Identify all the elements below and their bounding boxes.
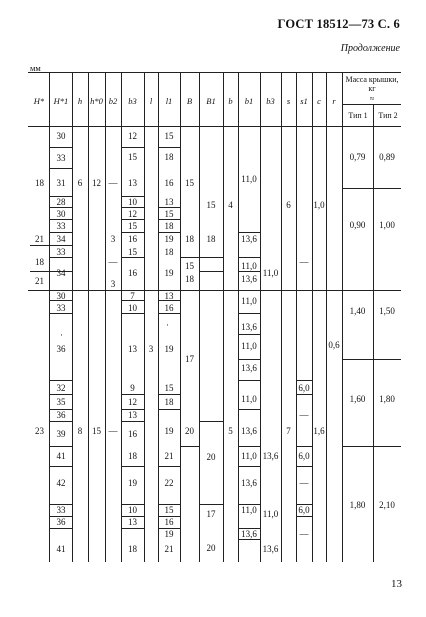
table-header-rule <box>28 126 401 127</box>
dot-mark: · <box>60 330 63 340</box>
row-rule <box>121 394 144 395</box>
cell-b1: 13,6 <box>241 478 257 488</box>
cell-B1: 15 <box>206 200 216 210</box>
cell-l1: 19 <box>164 426 174 436</box>
row-rule <box>121 466 144 467</box>
row-rule <box>180 257 223 258</box>
col-header-h0: h*0 <box>90 96 103 106</box>
cell-b1: 13,6 <box>241 234 257 244</box>
cell-b3: 9 <box>130 383 135 393</box>
col-divider <box>223 72 224 562</box>
cell-H1: 30 <box>56 131 66 141</box>
cell-b3: 12 <box>128 397 137 407</box>
col-divider <box>281 72 282 562</box>
col-header-l: l <box>149 96 153 106</box>
row-rule <box>50 528 72 529</box>
cell-l1: 21 <box>164 451 174 461</box>
cell-H1: 28 <box>56 197 66 207</box>
row-rule <box>50 257 72 258</box>
cell-B1: 15 <box>185 261 194 271</box>
row-rule <box>50 207 72 208</box>
cell-b2: — <box>108 178 118 188</box>
cell-l1: 19 <box>164 234 174 244</box>
row-rule <box>342 359 401 360</box>
cell-b1: 11,0 <box>241 451 257 461</box>
row-rule <box>158 147 180 148</box>
col-header-c: c <box>317 96 321 106</box>
cell-b2: 3 <box>110 279 116 289</box>
cell-H1: 33 <box>56 303 66 313</box>
cell-B: 15 <box>185 178 194 188</box>
col-header-b3: b3 <box>128 96 137 106</box>
cell-b3: 12 <box>128 131 137 141</box>
cell-b2: — <box>108 257 118 267</box>
col-divider <box>296 72 297 562</box>
cell-s1: — <box>299 529 309 539</box>
row-rule <box>238 313 260 314</box>
col-header-l1: l1 <box>165 96 173 106</box>
row-rule <box>50 421 72 422</box>
col-header-b2: b2 <box>108 96 118 106</box>
cell-H1: 33 <box>56 221 66 231</box>
cell-H1: 30 <box>56 291 66 301</box>
row-rule <box>296 516 312 517</box>
row-rule <box>238 409 260 410</box>
row-rule <box>158 232 180 233</box>
row-rule <box>50 232 72 233</box>
row-rule <box>121 257 144 258</box>
col-header-h: h <box>77 96 83 106</box>
cell-b3: 19 <box>128 478 137 488</box>
cell-mass-type1: 1,40 <box>349 306 366 316</box>
cell-l1: 15 <box>164 131 174 141</box>
row-rule <box>238 466 260 467</box>
cell-c: 1,0 <box>313 200 325 210</box>
cell-H1: 31 <box>56 178 66 188</box>
cell-c: 1,6 <box>313 426 325 436</box>
col-divider <box>260 72 261 562</box>
cell-b1: 13,6 <box>241 363 257 373</box>
cell-b1: 13,6 <box>241 426 257 436</box>
cell-l1: 19 <box>164 344 174 354</box>
col-divider <box>312 72 313 562</box>
cell-mass-type1: 1,80 <box>349 500 366 510</box>
cell-b3: 10 <box>128 505 137 515</box>
row-rule <box>50 219 72 220</box>
row-rule <box>50 380 72 381</box>
col-header-s: s <box>286 96 291 106</box>
cell-h: 8 <box>77 426 83 436</box>
row-rule <box>50 466 72 467</box>
mass-subheader-rule <box>342 104 401 105</box>
row-rule <box>50 394 72 395</box>
cell-H1: 36 <box>56 344 66 354</box>
cell-b3: 16 <box>128 268 137 278</box>
document-title: ГОСТ 18512—73 С. 6 <box>277 17 400 31</box>
row-rule <box>238 271 260 272</box>
cell-H1: 42 <box>56 478 66 488</box>
row-rule <box>199 271 223 272</box>
cell-mass-type1: 1,60 <box>349 394 366 404</box>
cell-h: 6 <box>77 178 83 188</box>
cell-s1: — <box>299 478 309 488</box>
cell-l1: 15 <box>164 505 174 515</box>
col-header-b: b <box>228 96 233 106</box>
cell-s: 7 <box>286 426 291 436</box>
cell-H: 18 <box>35 257 44 267</box>
cell-r: 0,6 <box>328 340 340 350</box>
cell-b2: 3 <box>110 234 116 244</box>
cell-l1: 16 <box>164 303 174 313</box>
cell-b3: 18 <box>128 451 137 461</box>
dot-mark: · <box>166 320 169 330</box>
cell-b3: 13 <box>128 410 137 420</box>
cell-H1: 39 <box>56 429 66 439</box>
row-rule <box>30 245 72 246</box>
col-divider <box>199 72 200 562</box>
row-rule <box>296 380 312 381</box>
table-top-rule <box>28 72 401 73</box>
col-header-B1: B1 <box>206 96 216 106</box>
row-rule <box>121 528 144 529</box>
cell-b3: 10 <box>128 303 137 313</box>
col-divider <box>144 72 145 562</box>
row-rule <box>296 446 312 447</box>
cell-H1: 33 <box>56 247 66 257</box>
cell-l1: 15 <box>164 209 174 219</box>
cell-b3-second: 13,6 <box>262 451 279 461</box>
cell-H1: 41 <box>56 544 66 554</box>
col-divider <box>49 72 50 562</box>
row-rule <box>238 257 260 258</box>
row-rule <box>158 313 180 314</box>
row-rule <box>158 466 180 467</box>
cell-b1: 11,0 <box>241 296 257 306</box>
cell-l1: 18 <box>164 247 174 257</box>
cell-b1: 11,0 <box>241 261 257 271</box>
cell-mass-type2: 1,50 <box>379 306 395 316</box>
row-rule <box>158 219 180 220</box>
cell-b3: 13 <box>128 178 137 188</box>
cell-b3: 13 <box>128 517 137 527</box>
row-rule <box>28 290 401 291</box>
cell-s: 6 <box>286 200 291 210</box>
row-rule <box>121 421 144 422</box>
cell-b3: 15 <box>128 247 137 257</box>
row-rule <box>238 334 260 335</box>
cell-b3: 16 <box>128 234 137 244</box>
cell-H1: 33 <box>56 505 66 515</box>
row-rule <box>342 446 401 447</box>
cell-mass-type1: 0,79 <box>349 152 366 162</box>
col-divider <box>373 104 374 562</box>
cell-h0: 12 <box>92 178 101 188</box>
cell-b3: 15 <box>128 221 137 231</box>
cell-b3-second: 13,6 <box>262 544 279 554</box>
cell-l1: 18 <box>164 152 174 162</box>
row-rule <box>158 394 180 395</box>
cell-mass-type1: 0,90 <box>349 220 366 230</box>
row-rule <box>238 380 260 381</box>
cell-B: 17 <box>185 354 194 364</box>
cell-H: 23 <box>35 426 44 436</box>
row-rule <box>238 446 260 447</box>
mass-type-1-header: Тип 1 <box>348 111 368 120</box>
row-rule <box>121 147 144 148</box>
cell-b3-second: 11,0 <box>262 268 279 278</box>
row-rule <box>121 219 144 220</box>
col-divider <box>342 72 343 562</box>
cell-b2: — <box>108 426 118 436</box>
cell-mass-type2: 2,10 <box>379 500 395 510</box>
col-divider <box>158 72 159 562</box>
cell-l1: 19 <box>164 268 174 278</box>
cell-H: 18 <box>35 178 44 188</box>
continuation-label: Продолжение <box>340 43 400 54</box>
cell-b3: 15 <box>128 152 137 162</box>
row-rule <box>50 313 72 314</box>
row-rule <box>238 539 260 540</box>
cell-b1: 11,0 <box>241 505 257 515</box>
cell-s1: 6,0 <box>298 451 310 461</box>
cell-s1: 6,0 <box>298 505 310 515</box>
row-rule <box>342 188 401 189</box>
col-header-H1: H*1 <box>53 96 69 106</box>
row-rule <box>180 446 199 447</box>
cell-mass-type2: 0,89 <box>379 152 395 162</box>
page-number: 13 <box>391 578 402 590</box>
col-divider <box>105 72 106 562</box>
cell-H1: 30 <box>56 209 66 219</box>
cell-b1: 11,0 <box>241 394 257 404</box>
cell-B: 20 <box>206 452 216 462</box>
cell-H1: 41 <box>56 451 66 461</box>
cell-b1: 11,0 <box>241 341 257 351</box>
cell-l: 3 <box>148 344 154 354</box>
col-header-s1: s1 <box>300 96 308 106</box>
cell-B: 17 <box>206 509 216 519</box>
col-divider <box>121 72 122 562</box>
cell-l1: 22 <box>164 478 174 488</box>
cell-s1: — <box>299 410 309 420</box>
row-rule <box>121 232 144 233</box>
cell-b3: 7 <box>130 291 135 301</box>
cell-b: 4 <box>228 200 233 210</box>
cell-l1: 18 <box>164 221 174 231</box>
cell-l1: 16 <box>164 178 174 188</box>
cell-H: 21 <box>35 276 44 286</box>
cell-H1: 36 <box>56 410 66 420</box>
cell-l1: 16 <box>164 517 174 527</box>
col-divider <box>238 72 239 562</box>
row-rule <box>121 207 144 208</box>
cell-B1: 18 <box>206 234 216 244</box>
cell-mass-type2: 1,80 <box>379 394 395 404</box>
row-rule <box>158 409 180 410</box>
row-rule <box>121 313 144 314</box>
cell-b1: 13,6 <box>241 274 257 284</box>
mass-header: Масса крышки, кг <box>345 75 399 93</box>
col-divider <box>88 72 89 562</box>
col-header-H: H* <box>33 96 45 106</box>
cell-b3: 16 <box>128 429 137 439</box>
unit-label: мм <box>30 63 41 73</box>
cell-H1: 34 <box>56 234 66 244</box>
row-rule <box>199 504 223 505</box>
cell-b1: 13,6 <box>241 322 257 332</box>
col-divider <box>326 72 327 562</box>
cell-H1: 36 <box>56 517 66 527</box>
cell-b3: 13 <box>128 344 137 354</box>
col-header-b1: b1 <box>244 96 254 106</box>
cell-B1: 18 <box>185 274 194 284</box>
mass-type-2-header: Тип 2 <box>378 111 398 120</box>
row-rule <box>296 394 312 395</box>
cell-b3-second: 11,0 <box>262 509 279 519</box>
cell-l1: 15 <box>164 383 174 393</box>
cell-b3: 18 <box>128 544 137 554</box>
cell-H1: 33 <box>56 153 66 163</box>
row-rule <box>50 446 72 447</box>
cell-B: 18 <box>185 234 194 244</box>
cell-mass-type2: 1,00 <box>379 220 395 230</box>
col-divider <box>180 72 181 562</box>
cell-h0: 15 <box>92 426 101 436</box>
cell-b1: 13,6 <box>241 529 257 539</box>
row-rule <box>238 232 260 233</box>
cell-H1: 35 <box>56 397 66 407</box>
cell-b: 5 <box>228 426 233 436</box>
row-rule <box>50 168 72 169</box>
cell-b1: 11,0 <box>241 174 257 184</box>
cell-l1: 21 <box>164 544 174 554</box>
row-rule <box>158 207 180 208</box>
cell-b3: 12 <box>128 209 137 219</box>
cell-H1: 34 <box>56 268 66 278</box>
cell-H1: 32 <box>56 383 66 393</box>
cell-l1: 13 <box>164 291 174 301</box>
col-header-b3-second: b3 <box>266 96 275 106</box>
mass-header-approx: ≈ <box>369 94 375 103</box>
row-rule <box>238 359 260 360</box>
col-header-r: r <box>332 96 336 106</box>
cell-l1: 18 <box>164 397 174 407</box>
cell-B: 20 <box>206 543 216 553</box>
cell-B: 20 <box>185 426 194 436</box>
cell-s1: — <box>299 257 309 267</box>
cell-H: 21 <box>35 234 44 244</box>
cell-s1: 6,0 <box>298 383 310 393</box>
row-rule <box>296 466 312 467</box>
row-rule <box>199 421 223 422</box>
cell-b3: 10 <box>128 197 137 207</box>
cell-l1: 19 <box>164 529 174 539</box>
cell-l1: 13 <box>164 197 174 207</box>
row-rule <box>50 147 72 148</box>
col-divider <box>72 72 73 562</box>
col-header-B: B <box>186 96 193 106</box>
